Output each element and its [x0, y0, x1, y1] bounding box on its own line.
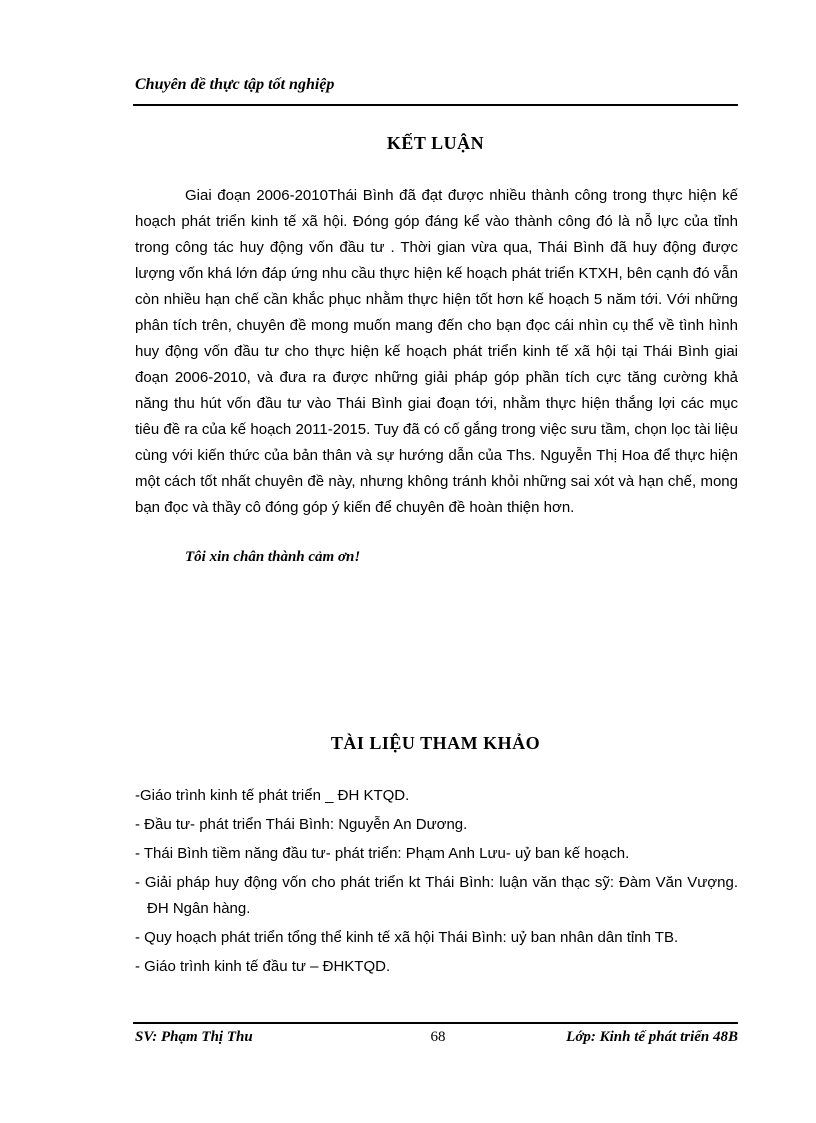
footer-rule [133, 1022, 738, 1024]
page-number: 68 [430, 1029, 446, 1045]
conclusion-paragraph: Giai đoạn 2006-2010Thái Bình đã đạt được nhiều thành công trong thực hiện kế hoạch phát triển kinh tế xã hội. Đóng góp đáng kể vào thành công đó là nỗ lực của tỉnh trong công tác huy động vốn đầu tư . Thời gian vừa qua, Thái Bình đã huy động được lượng vốn khá lớn đáp ứng nhu cầu thực hiện kế hoạch phát triển KTXH, bên cạnh đó vẫn còn nhiều hạn chế cần khắc phục nhằm thực hiện tốt hơn kế hoạch 5 năm tới. Với những phân tích trên, chuyên đề mong muốn mang đến cho bạn đọc cái nhìn cụ thể về tình hình huy động vốn đầu tư cho thực hiện kế hoạch phát triển kinh tế xã hội tại Thái Bình giai đoạn 2006-2010, và đưa ra được những giải pháp góp phần tích cực tăng cường khả năng thu hút vốn đầu tư vào Thái Bình giai đoạn tới, nhằm thực hiện thắng lợi các mục tiêu đề ra của kế hoạch 2011-2015. Tuy đã có cố gắng trong việc sưu tầm, chọn lọc tài liệu cùng với kiến thức của bản thân và sự hướng dẫn của Ths. Nguyễn Thị Hoa để thực hiện một cách tốt nhất chuyên đề này, nhưng không tránh khỏi những sai xót và hạn chế, mong bạn đọc và thầy cô đóng góp ý kiến để chuyên đề hoàn thiện hơn. [135, 187, 738, 516]
reference-item: -Giáo trình kinh tế phát triển _ ĐH KTQD. [135, 787, 410, 804]
header-rule [133, 104, 738, 106]
header-title: Chuyên đề thực tập tốt nghiệp [135, 76, 335, 93]
reference-item: - Đầu tư- phát triển Thái Bình: Nguyễn An Dương. [135, 816, 468, 833]
conclusion-heading: KẾT LUẬN [386, 133, 485, 153]
references-heading: TÀI LIỆU THAM KHẢO [330, 733, 541, 753]
reference-item: - Thái Bình tiềm năng đầu tư- phát triển: Phạm Anh Lưu- uỷ ban kế hoạch. [135, 845, 630, 862]
references-list [135, 783, 738, 983]
reference-item: - Giáo trình kinh tế đầu tư – ĐHKTQD. [135, 958, 391, 975]
reference-item: - Giải pháp huy động vốn cho phát triển kt Thái Bình: luận văn thạc sỹ: Đàm Văn Vượng. ĐH Ngân hàng. [135, 874, 738, 917]
conclusion-body [135, 183, 738, 521]
thanks-line: Tôi xin chân thành cảm ơn! [185, 549, 361, 565]
footer-student: SV: Phạm Thị Thu [135, 1029, 253, 1045]
reference-item: - Quy hoạch phát triển tổng thể kinh tế xã hội Thái Bình: uỷ ban nhân dân tỉnh TB. [135, 929, 679, 946]
footer-class: Lớp: Kinh tế phát triển 48B [566, 1029, 738, 1045]
